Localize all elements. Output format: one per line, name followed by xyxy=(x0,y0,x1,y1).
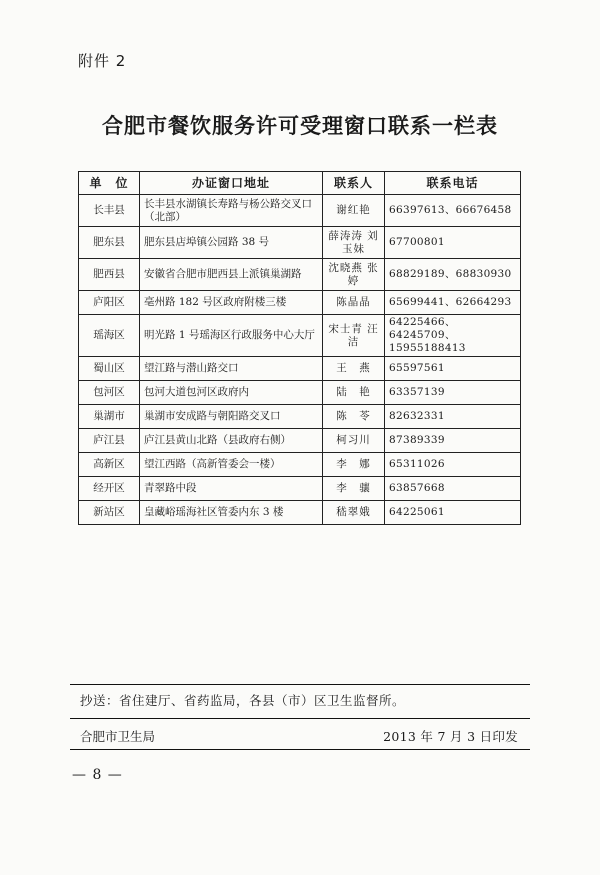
unit-cell: 包河区 xyxy=(79,381,140,405)
table-row xyxy=(79,195,521,227)
contact-person-cell: 李 骧 xyxy=(323,477,385,501)
cc-recipients: 抄送：省住建厅、省药监局，各县（市）区卫生监督所。 xyxy=(80,693,406,708)
address-cell: 长丰县水湖镇长寿路与杨公路交叉口（北部） xyxy=(140,195,323,227)
unit-cell: 新站区 xyxy=(79,501,140,525)
phone-cell: 65597561 xyxy=(385,357,521,381)
contact-person-cell: 李 娜 xyxy=(323,453,385,477)
phone-cell: 63357139 xyxy=(385,381,521,405)
footer-bottom-rule xyxy=(70,749,530,750)
unit-cell: 瑶海区 xyxy=(79,315,140,357)
header-contact-person: 联系人 xyxy=(323,172,385,195)
phone-cell: 64225061 xyxy=(385,501,521,525)
address-cell: 青翠路中段 xyxy=(140,477,323,501)
issuing-authority: 合肥市卫生局 xyxy=(80,729,156,744)
header-address: 办证窗口地址 xyxy=(140,172,323,195)
address-cell: 包河大道包河区政府内 xyxy=(140,381,323,405)
table-row xyxy=(79,501,521,525)
phone-cell: 64225466、64245709、15955188413 xyxy=(385,315,521,357)
address-cell: 庐江县黄山北路（县政府右侧） xyxy=(140,429,323,453)
contact-person-cell: 嵇翠娥 xyxy=(323,501,385,525)
footer-middle-rule xyxy=(70,718,530,719)
phone-cell: 65699441、62664293 xyxy=(385,291,521,315)
contact-person-cell: 沈晓燕 张 婷 xyxy=(323,259,385,291)
address-cell: 皇藏峪瑶海社区管委内东 3 楼 xyxy=(140,501,323,525)
phone-cell: 87389339 xyxy=(385,429,521,453)
address-cell: 肥东县店埠镇公园路 38 号 xyxy=(140,227,323,259)
issue-date: 2013 年 7 月 3 日印发 xyxy=(383,729,518,744)
table-row xyxy=(79,291,521,315)
contact-table xyxy=(78,171,521,525)
unit-cell: 蜀山区 xyxy=(79,357,140,381)
address-cell: 望江西路（高新管委会一楼） xyxy=(140,453,323,477)
footer-top-rule xyxy=(70,684,530,685)
unit-cell: 巢湖市 xyxy=(79,405,140,429)
table-row xyxy=(79,357,521,381)
table-row xyxy=(79,405,521,429)
contact-person-cell: 宋士青 汪 洁 xyxy=(323,315,385,357)
attachment-label: 附件 2 xyxy=(78,52,127,70)
contact-person-cell: 谢红艳 xyxy=(323,195,385,227)
contact-person-cell: 薛涛涛 刘玉妹 xyxy=(323,227,385,259)
contact-person-cell: 陈晶晶 xyxy=(323,291,385,315)
address-cell: 安徽省合肥市肥西县上派镇巢湖路 xyxy=(140,259,323,291)
header-phone: 联系电话 xyxy=(385,172,521,195)
table-row xyxy=(79,259,521,291)
contact-person-cell: 陈 苓 xyxy=(323,405,385,429)
table-header-row xyxy=(79,172,521,195)
unit-cell: 肥西县 xyxy=(79,259,140,291)
phone-cell: 63857668 xyxy=(385,477,521,501)
table-row xyxy=(79,315,521,357)
table-row xyxy=(79,381,521,405)
header-unit: 单 位 xyxy=(79,172,140,195)
address-cell: 亳州路 182 号区政府附楼三楼 xyxy=(140,291,323,315)
phone-cell: 82632331 xyxy=(385,405,521,429)
phone-cell: 66397613、66676458 xyxy=(385,195,521,227)
phone-cell: 68829189、68830930 xyxy=(385,259,521,291)
contact-person-cell: 王 燕 xyxy=(323,357,385,381)
contact-person-cell: 柯习川 xyxy=(323,429,385,453)
unit-cell: 长丰县 xyxy=(79,195,140,227)
unit-cell: 经开区 xyxy=(79,477,140,501)
page-number: — 8 — xyxy=(72,767,123,783)
contact-person-cell: 陆 艳 xyxy=(323,381,385,405)
unit-cell: 庐江县 xyxy=(79,429,140,453)
unit-cell: 庐阳区 xyxy=(79,291,140,315)
address-cell: 望江路与潜山路交口 xyxy=(140,357,323,381)
document-title: 合肥市餐饮服务许可受理窗口联系一栏表 xyxy=(102,114,498,138)
unit-cell: 肥东县 xyxy=(79,227,140,259)
table-row xyxy=(79,227,521,259)
address-cell: 巢湖市安成路与朝阳路交叉口 xyxy=(140,405,323,429)
address-cell: 明光路 1 号瑶海区行政服务中心大厅 xyxy=(140,315,323,357)
unit-cell: 高新区 xyxy=(79,453,140,477)
table-row xyxy=(79,453,521,477)
phone-cell: 65311026 xyxy=(385,453,521,477)
phone-cell: 67700801 xyxy=(385,227,521,259)
table-row xyxy=(79,477,521,501)
table-row xyxy=(79,429,521,453)
